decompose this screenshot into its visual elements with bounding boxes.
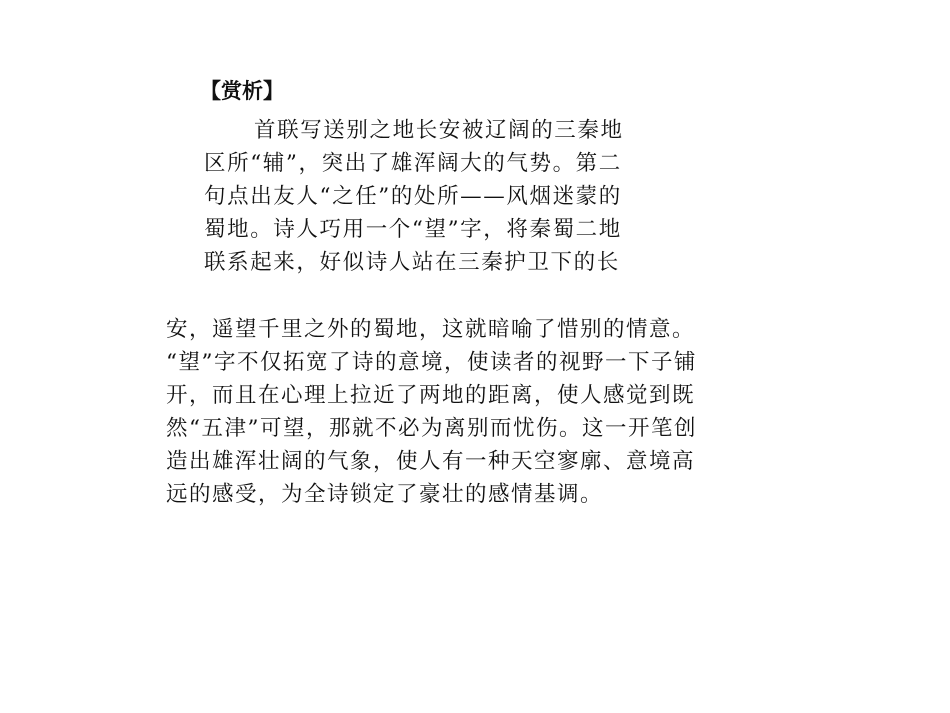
text-line: 区所“辅”，突出了雄浑阔大的气势。第二	[204, 151, 622, 176]
text-line: 首联写送别之地长安被辽阔的三秦地	[254, 118, 624, 143]
text-line: 句点出友人“之任”的处所——风烟迷蒙的	[204, 184, 622, 209]
analysis-paragraph-upper	[204, 114, 674, 279]
analysis-paragraph-lower	[166, 313, 786, 511]
text-line: 开，而且在心理上拉近了两地的距离，使人感觉到既	[166, 383, 696, 408]
text-line: 造出雄浑壮阔的气象，使人有一种天空寥廓、意境高	[166, 449, 696, 474]
text-line: 然“五津”可望，那就不必为离别而忧伤。这一开笔创	[166, 416, 697, 441]
section-heading: 【赏析】	[200, 79, 284, 103]
text-line: 联系起来，好似诗人站在三秦护卫下的长	[204, 250, 620, 275]
text-line: 安，遥望千里之外的蜀地，这就暗喻了惜别的情意。	[166, 317, 696, 342]
text-line: 远的感受，为全诗锁定了豪壮的感情基调。	[166, 482, 604, 507]
text-line: “望”字不仅拓宽了诗的意境，使读者的视野一下子铺	[166, 350, 697, 375]
text-line: 蜀地。诗人巧用一个“望”字，将秦蜀二地	[204, 217, 622, 242]
